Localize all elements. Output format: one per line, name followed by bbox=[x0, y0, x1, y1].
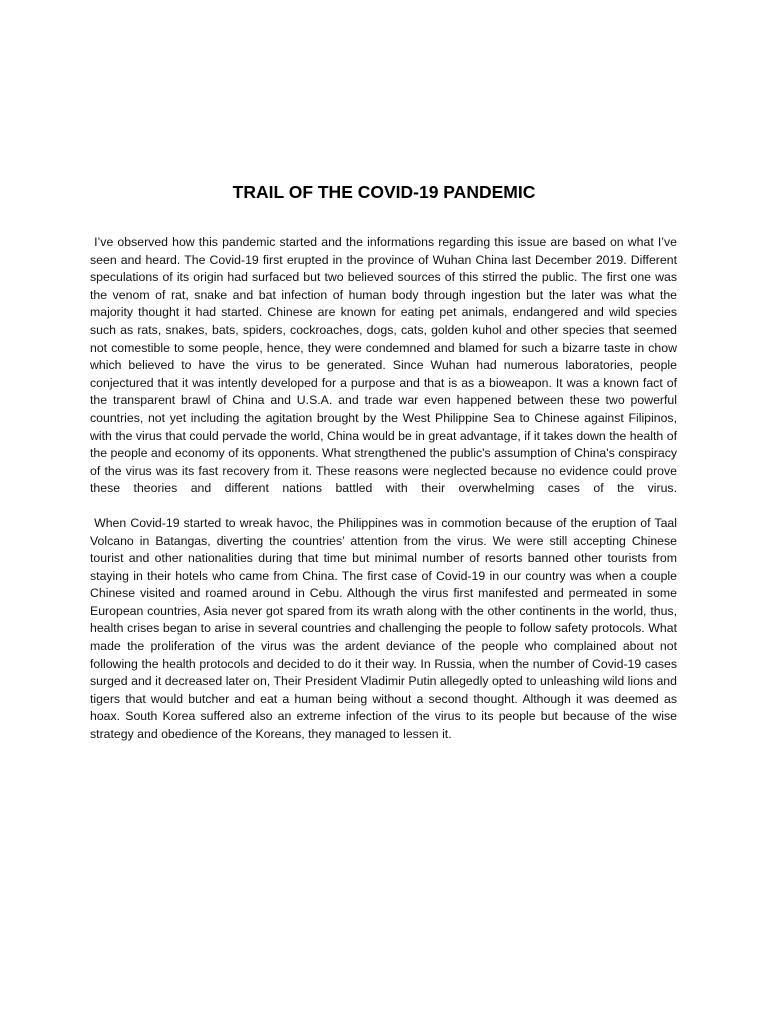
document-title: TRAIL OF THE COVID-19 PANDEMIC bbox=[232, 182, 536, 202]
body-paragraph-2: When Covid-19 started to wreak havoc, the Philippines was in commotion because of the eruption of Taal Volcano in Batangas, diverting the countries’ attention from the virus. We were still accepting Chinese tourist and other nationalities during that time but minimal number of resorts banned other tourists from staying in their hotels who came from China. The first case of Covid-19 in our country was when a couple Chinese visited and roamed around in Cebu. Although the virus first manifested and permeated in some European countries, Asia never got spared from its wrath along with the other continents in the world, thus, health crises began to arise in several countries and challenging the people to follow safety protocols. What made the proliferation of the virus was the ardent deviance of the people who complained about not following the health protocols and decided to do it their way. In Russia, when the number of Covid-19 cases surged and it decreased later on, Their President Vladimir Putin allegedly opted to unleashing wild lions and tigers that would butcher and eat a human being without a second thought. Although it was deemed as hoax. South Korea suffered also an extreme infection of the virus to its people but because of the wise strategy and obedience of the Koreans, they managed to lessen it. bbox=[90, 515, 681, 742]
body-paragraph-1: I’ve observed how this pandemic started and the informations regarding this issue are based on what I’ve seen and heard. The Covid-19 first erupted in the province of Wuhan China last December 2019. Different speculations of its origin had surfaced but two believed sources of this stirred the public. The first one was the venom of rat, snake and bat infection of human body through ingestion but the later was what the majority thought it had started. Chinese are known for eating pet animals, endangered and wild species such as rats, snakes, bats, spiders, cockroaches, dogs, cats, golden kuhol and other species that seemed not comestible to some people, hence, they were condemned and blamed for such a bizarre taste in chow which believed to have the virus to be generated. Since Wuhan had numerous laboratories, people conjectured that it was intently developed for a purpose and that is as a bioweapon. It was a known fact of the transparent brawl of China and U.S.A. and trade war even happened between these two powerful countries, not yet including the agitation brought by the West Philippine Sea to Chinese against Filipinos, with the virus that could pervade the world, China would be in great advantage, if it takes down the health of the people and economy of its opponents. What strengthened the public's assumption of China's conspiracy of the virus was its fast recovery from it. These reasons were neglected because no evidence could prove these theories and different nations battled with their overwhelming cases of the virus. bbox=[90, 235, 681, 496]
paragraph-spacer bbox=[90, 498, 677, 515]
document-body bbox=[90, 234, 681, 744]
